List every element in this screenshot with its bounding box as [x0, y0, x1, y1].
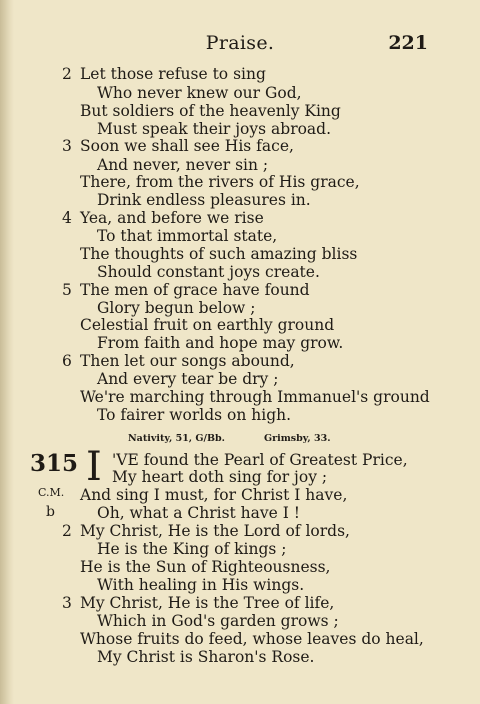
verse-line: He is the Sun of Righteousness,	[80, 558, 331, 576]
verse-line: But soldiers of the heavenly King	[80, 102, 341, 120]
verse-line: Oh, what a Christ have I !	[97, 504, 301, 522]
verse-line: Whose fruits do feed, whose leaves do heal,	[80, 630, 424, 648]
drop-cap: I	[86, 444, 102, 490]
hymn-number: 315	[30, 450, 79, 477]
alternate-tune-info: Grimsby, 33.	[264, 433, 331, 444]
verse-line: Which in God's garden grows ;	[97, 612, 339, 630]
verse-line: And every tear be dry ;	[97, 370, 279, 388]
verse-line: Drink endless pleasures in.	[97, 191, 311, 209]
verse-line: My Christ is Sharon's Rose.	[97, 648, 315, 666]
page-spine	[0, 0, 14, 704]
verse-line: From faith and hope may grow.	[97, 334, 344, 352]
verse-number: 6	[62, 352, 72, 370]
verse-line: Yea, and before we rise	[80, 209, 264, 227]
verse-number: 2	[62, 522, 72, 540]
verse-line: And sing I must, for Christ I have,	[80, 486, 348, 504]
page-title: Praise.	[205, 32, 275, 54]
verse-line: To fairer worlds on high.	[97, 406, 292, 424]
verse-line: With healing in His wings.	[97, 576, 305, 594]
verse-number: 2	[62, 65, 72, 83]
verse-number: 5	[62, 281, 72, 299]
verse-line: And never, never sin ;	[97, 156, 269, 174]
verse-line: The men of grace have found	[80, 281, 310, 299]
verse-line: My Christ, He is the Tree of life,	[80, 594, 335, 612]
verse-line: Let those refuse to sing	[80, 65, 266, 83]
key-label: b	[46, 504, 55, 520]
verse-line: To that immortal state,	[97, 227, 278, 245]
tune-info: Nativity, 51, G/Bb.	[128, 433, 225, 444]
verse-line: Glory begun below ;	[97, 299, 256, 317]
verse-number: 3	[62, 137, 72, 155]
verse-line: My Christ, He is the Lord of lords,	[80, 522, 350, 540]
verse-line: Soon we shall see His face,	[80, 137, 294, 155]
verse-line: There, from the rivers of His grace,	[80, 173, 360, 191]
verse-line: Celestial fruit on earthly ground	[80, 316, 335, 334]
verse-line: Then let our songs abound,	[80, 352, 295, 370]
verse-line: We're marching through Immanuel's ground	[80, 388, 430, 406]
verse-number: 4	[62, 209, 72, 227]
verse-line: Must speak their joys abroad.	[97, 120, 332, 138]
verse-line: My heart doth sing for joy ;	[112, 468, 328, 486]
meter-label: C.M.	[38, 486, 65, 499]
verse-number: 3	[62, 594, 72, 612]
verse-line: Should constant joys create.	[97, 263, 320, 281]
verse-line: Who never knew our God,	[97, 84, 302, 102]
verse-line: 'VE found the Pearl of Greatest Price,	[112, 451, 408, 469]
verse-line: The thoughts of such amazing bliss	[80, 245, 358, 263]
page-number: 221	[388, 32, 428, 54]
verse-line: He is the King of kings ;	[97, 540, 287, 558]
